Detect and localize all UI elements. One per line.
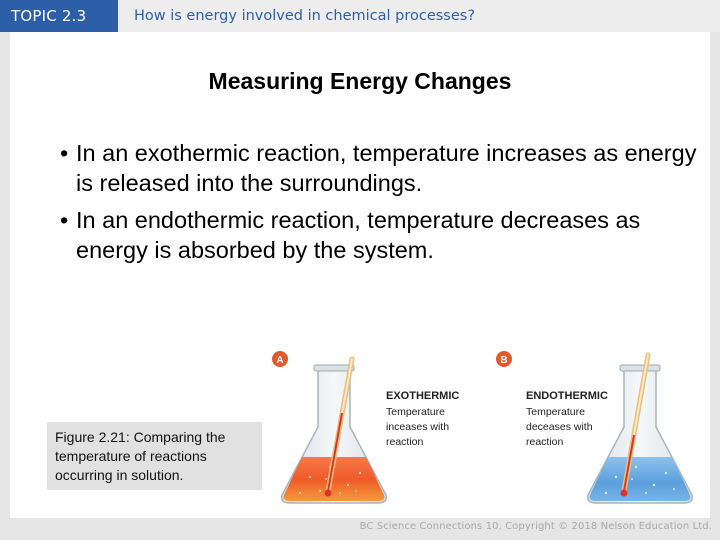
exothermic-line-3: reaction [386, 436, 424, 448]
badge-b-label: B [500, 355, 508, 366]
exothermic-heading: EXOTHERMIC [386, 390, 460, 402]
endothermic-line-2: deceases with [526, 421, 593, 433]
endothermic-line-3: reaction [526, 436, 564, 448]
flask-figure [260, 317, 710, 517]
copyright-footer: BC Science Connections 10, Copyright © 2018 Nelson Education Ltd. [359, 521, 712, 532]
flask-hot [282, 359, 387, 503]
slide-content [10, 32, 710, 518]
slide-title: Measuring Energy Changes [208, 68, 512, 94]
exothermic-line-1: Temperature [386, 406, 445, 418]
panel-a-exothermic [272, 351, 459, 503]
badge-a-label: A [276, 355, 284, 366]
endothermic-line-1: Temperature [526, 406, 585, 418]
topic-tag: TOPIC 2.3 [0, 0, 118, 32]
bullet-exothermic: • In an exothermic reaction, temperature increases as energy is released into the surroundings. [60, 138, 700, 198]
flask-cold [588, 355, 693, 503]
endothermic-heading: ENDOTHERMIC [526, 390, 608, 402]
topic-question: How is energy involved in chemical processes? [134, 8, 476, 24]
bullet-endothermic: • In an endothermic reaction, temperature decreases as energy is absorbed by the system. [60, 205, 700, 265]
figure-caption: Figure 2.21: Comparing the temperature of reactions occurring in solution. [47, 422, 262, 490]
panel-b-endothermic [496, 351, 692, 503]
exothermic-line-2: inceases with [386, 421, 450, 433]
bullet-list [60, 138, 700, 272]
header-bar [0, 0, 720, 32]
